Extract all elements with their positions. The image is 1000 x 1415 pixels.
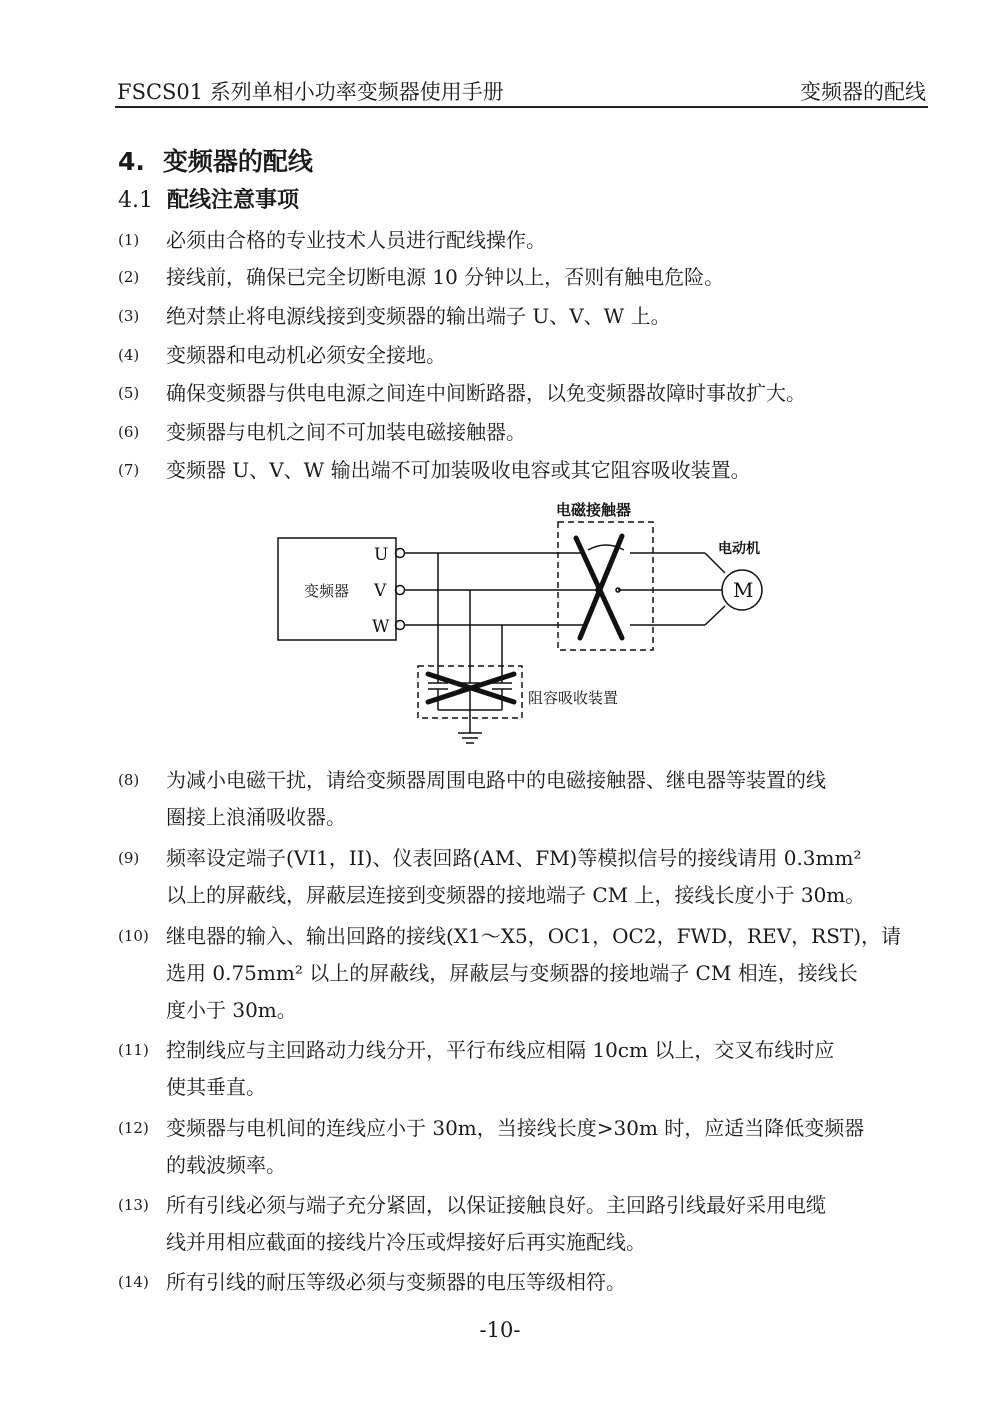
- manual-title: FSCS01 系列单相小功率变频器使用手册: [117, 80, 504, 104]
- prohibit-cross-rc: [428, 674, 514, 702]
- item-marker: (3): [118, 307, 140, 325]
- item-line: 必须由合格的专业技术人员进行配线操作。: [166, 228, 546, 252]
- motor-symbol: M: [733, 578, 754, 602]
- section-heading: [118, 142, 313, 178]
- section-title: 变频器的配线: [162, 147, 313, 176]
- item-marker: (14): [118, 1273, 149, 1291]
- item-line: 度小于 30m。: [166, 998, 297, 1022]
- contactor-label: 电磁接触器: [556, 501, 632, 519]
- item-marker: (1): [118, 231, 140, 249]
- item-marker: (6): [118, 423, 140, 441]
- item-line: 绝对禁止将电源线接到变频器的输出端子 U、V、W 上。: [166, 304, 671, 328]
- terminal-v-label: V: [374, 581, 387, 601]
- section-number: 4.: [118, 147, 145, 176]
- item-marker: (9): [118, 849, 140, 867]
- page-header: [115, 74, 928, 108]
- motor-label: 电动机: [718, 541, 760, 557]
- item-line: 继电器的输入、输出回路的接线(X1～X5，OC1，OC2，FWD，REV，RST)，请: [166, 924, 902, 948]
- item-marker: (2): [118, 268, 140, 286]
- item-line: 使其垂直。: [166, 1075, 266, 1099]
- item-line: 的载波频率。: [166, 1153, 286, 1177]
- item-line: 频率设定端子(VI1，II)、仪表回路(AM、FM)等模拟信号的接线请用 0.3mm²: [166, 846, 862, 870]
- item-line: 所有引线的耐压等级必须与变频器的电压等级相符。: [166, 1270, 626, 1294]
- terminal-u: [396, 549, 405, 558]
- item-line: 选用 0.75mm² 以上的屏蔽线，屏蔽层与变频器的接地端子 CM 相连，接线长: [166, 961, 858, 985]
- item-marker: (11): [118, 1041, 149, 1059]
- item-line: 变频器与电机之间不可加装电磁接触器。: [166, 420, 526, 444]
- subsection-heading: [118, 183, 299, 214]
- terminal-w: [396, 621, 405, 630]
- item-line: 控制线应与主回路动力线分开，平行布线应相隔 10cm 以上，交叉布线时应: [166, 1038, 835, 1062]
- prohibit-cross-contactor: [576, 536, 622, 638]
- item-marker: (13): [118, 1196, 149, 1214]
- page-number: -10-: [479, 1318, 521, 1342]
- terminal-v: [396, 586, 405, 595]
- inverter-label: 变频器: [304, 582, 350, 600]
- item-line: 所有引线必须与端子充分紧固，以保证接触良好。主回路引线最好采用电缆: [166, 1193, 826, 1217]
- item-marker: (5): [118, 384, 140, 402]
- item-line: 变频器与电机间的连线应小于 30m，当接线长度>30m 时，应适当降低变频器: [166, 1116, 865, 1140]
- item-marker: (4): [118, 346, 140, 364]
- subsection-number: 4.1: [118, 188, 153, 213]
- item-marker: (12): [118, 1119, 149, 1137]
- wiring-diagram: [270, 498, 790, 758]
- item-marker: (10): [118, 927, 149, 945]
- terminal-w-label: W: [372, 617, 390, 637]
- item-marker: (8): [118, 771, 140, 789]
- terminal-u-label: U: [374, 545, 389, 565]
- item-line: 为减小电磁干扰，请给变频器周围电路中的电磁接触器、继电器等装置的线: [166, 768, 826, 792]
- item-marker: (7): [118, 461, 140, 479]
- item-line: 变频器和电动机必须安全接地。: [166, 343, 446, 367]
- contactor-box: [558, 522, 653, 650]
- item-line: 以上的屏蔽线，屏蔽层连接到变频器的接地端子 CM 上，接线长度小于 30m。: [166, 883, 866, 907]
- item-line: 变频器 U、V、W 输出端不可加装吸收电容或其它阻容吸收装置。: [166, 458, 751, 482]
- subsection-title: 配线注意事项: [167, 188, 300, 213]
- item-line: 圈接上浪涌吸收器。: [166, 805, 346, 829]
- chapter-title: 变频器的配线: [800, 80, 926, 104]
- item-line: 接线前，确保已完全切断电源 10 分钟以上，否则有触电危险。: [166, 265, 725, 289]
- item-line: 线并用相应截面的接线片冷压或焊接好后再实施配线。: [166, 1230, 646, 1254]
- rc-device-label: 阻容吸收装置: [528, 689, 619, 707]
- item-line: 确保变频器与供电电源之间连中间断路器，以免变频器故障时事故扩大。: [166, 381, 806, 405]
